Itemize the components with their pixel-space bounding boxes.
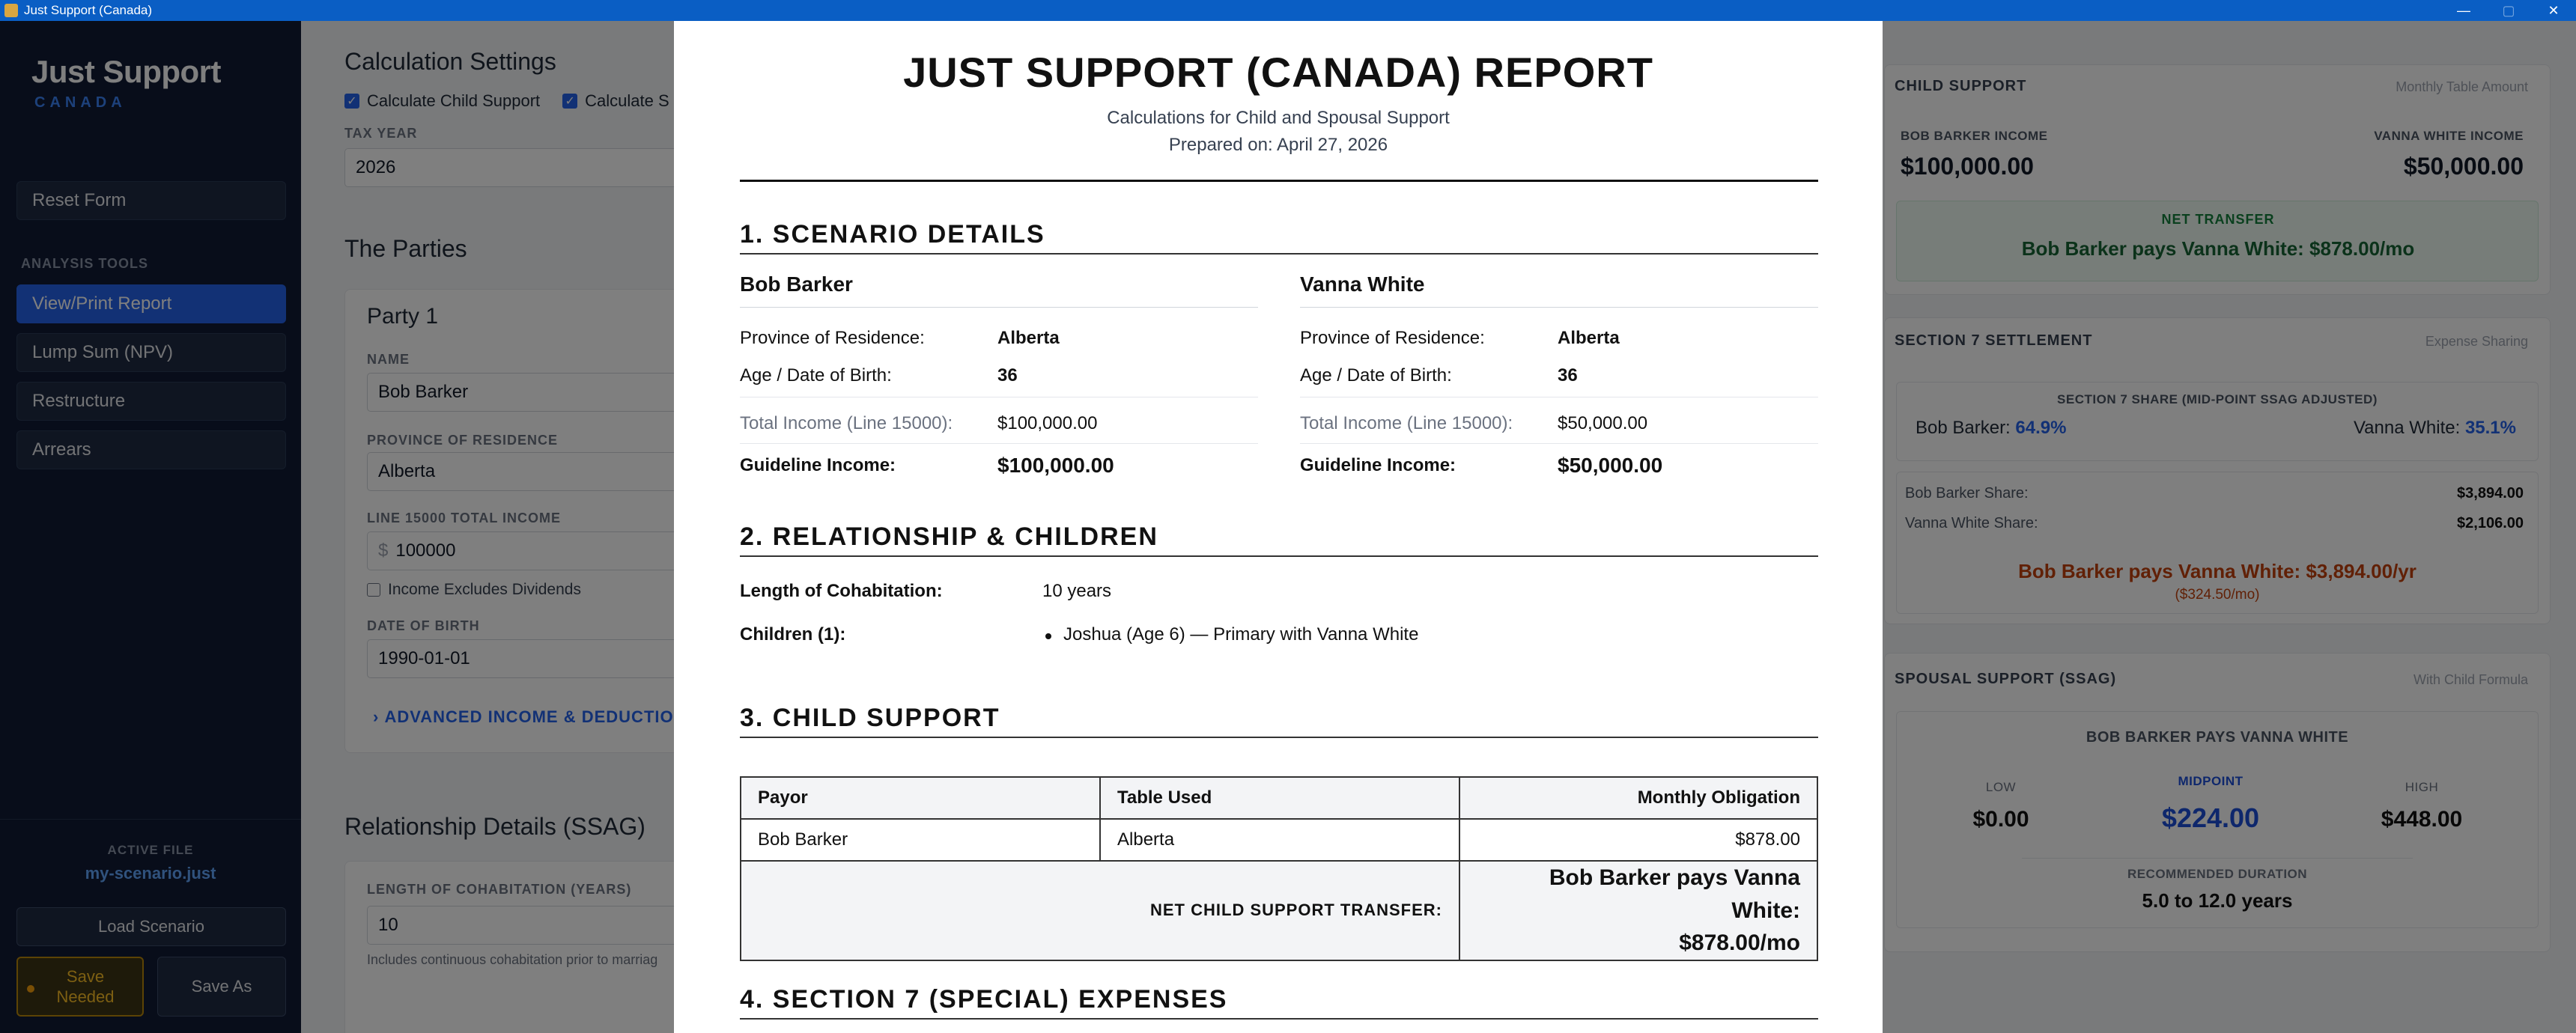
p2-guideline-value: $50,000.00 [1558,454,1663,477]
net-transfer-line-1: Bob Barker pays Vanna White: [1549,865,1800,923]
window-titlebar [0,0,2576,21]
party-2-rule [1300,307,1818,308]
col-payor: Payor [741,777,1100,819]
p2-guideline-key: Guideline Income: [1300,455,1456,475]
maximize-icon[interactable]: ▢ [2502,2,2515,18]
report-prepared-date: Prepared on: April 27, 2026 [1168,135,1388,155]
report-modal [674,21,1883,1033]
net-transfer-value [1459,861,1817,960]
col-monthly-obligation: Monthly Obligation [1459,777,1817,819]
p1-province-value: Alberta [997,328,1060,348]
child-1-item: Joshua (Age 6) — Primary with Vanna White [1063,624,1419,645]
app-icon [4,4,18,17]
cohab-key: Length of Cohabitation: [740,581,943,601]
party-1-name: Bob Barker [740,272,853,296]
p1-age-value: 36 [997,365,1018,386]
close-icon[interactable]: ✕ [2548,2,2560,18]
col-table-used: Table Used [1100,777,1459,819]
bullet-icon [1045,633,1051,639]
net-transfer-row [741,861,1817,960]
net-transfer-line-2: $878.00/mo [1679,930,1800,955]
children-key: Children (1): [740,624,846,645]
report-title-rule [740,180,1818,182]
party-1-rule [740,307,1258,308]
table-row [741,819,1817,861]
p1-income-key: Total Income (Line 15000): [740,413,953,433]
p1-guideline-value: $100,000.00 [997,454,1114,477]
net-transfer-label: NET CHILD SUPPORT TRANSFER: [741,861,1459,960]
cohab-value: 10 years [1042,581,1112,601]
p1-guideline-key: Guideline Income: [740,455,896,475]
section-3-heading: 3. CHILD SUPPORT [740,704,1000,732]
section-3-rule [740,737,1818,738]
report-subtitle: Calculations for Child and Spousal Support [1107,108,1450,128]
child-support-table [740,776,1818,961]
section-1-heading: 1. SCENARIO DETAILS [740,220,1045,249]
minimize-icon[interactable]: — [2457,2,2470,18]
party-2-name: Vanna White [1300,272,1425,296]
p2-age-value: 36 [1558,365,1578,386]
section-4-heading: 4. SECTION 7 (SPECIAL) EXPENSES [740,985,1228,1014]
table-header-row [741,777,1817,819]
report-title: JUST SUPPORT (CANADA) REPORT [903,49,1653,96]
section-2-rule [740,555,1818,557]
p2-income-value: $50,000.00 [1558,413,1648,433]
cell-monthly-obligation: $878.00 [1459,819,1817,861]
p1-divider-2 [740,443,1258,444]
p2-province-value: Alberta [1558,328,1620,348]
section-1-rule [740,253,1818,255]
section-2-heading: 2. RELATIONSHIP & CHILDREN [740,522,1158,551]
section-4-rule [740,1018,1818,1020]
p1-income-value: $100,000.00 [997,413,1098,433]
p1-province-key: Province of Residence: [740,328,925,348]
cell-table-used: Alberta [1100,819,1459,861]
window-title: Just Support (Canada) [24,3,153,17]
cell-payor: Bob Barker [741,819,1100,861]
p2-province-key: Province of Residence: [1300,328,1485,348]
p2-divider-2 [1300,443,1818,444]
p2-income-key: Total Income (Line 15000): [1300,413,1513,433]
p2-age-key: Age / Date of Birth: [1300,365,1452,386]
p1-age-key: Age / Date of Birth: [740,365,892,386]
